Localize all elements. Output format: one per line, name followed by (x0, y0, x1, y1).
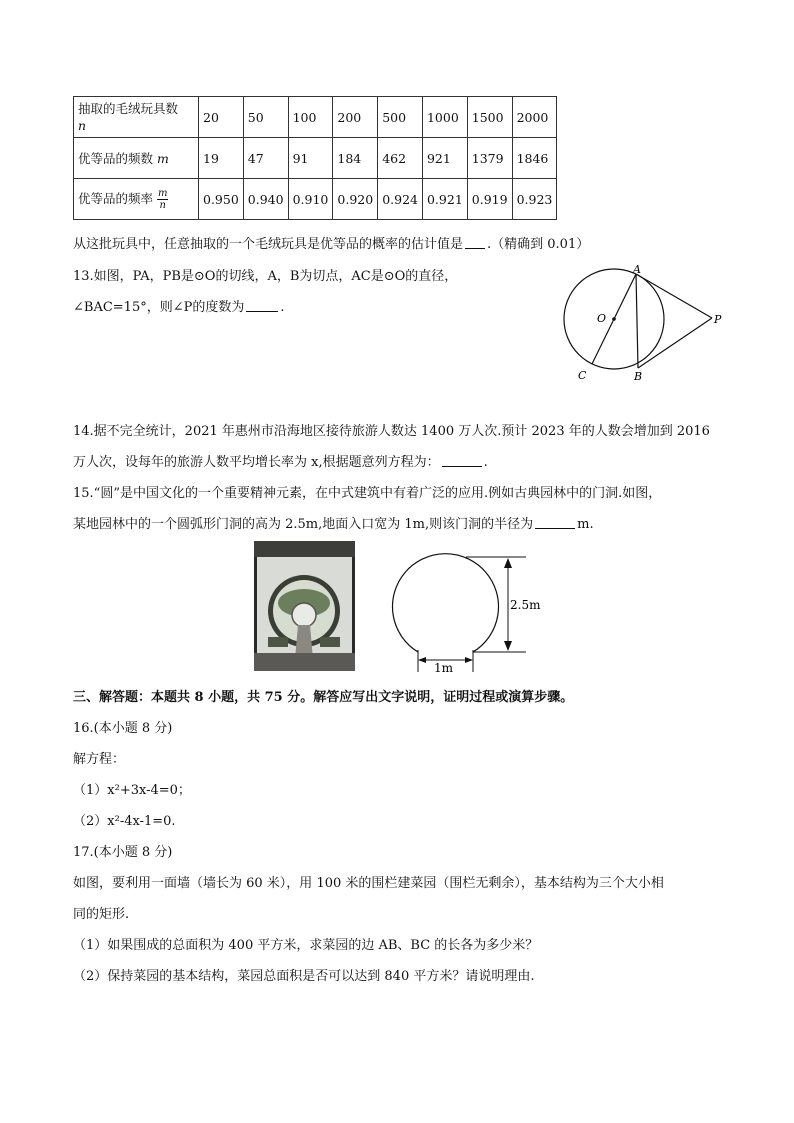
arrow-right-icon (465, 657, 473, 663)
fraction-denominator: n (159, 199, 166, 211)
q17-line2: 同的矩形. (73, 907, 130, 922)
q15-text: 某地园林中的一个圆弧形门洞的高为 2.5m,地面入口宽为 1m,则该门洞的半径为 (73, 517, 534, 532)
table-cell: 0.950 (199, 179, 244, 220)
q12-tail (73, 233, 589, 252)
chord-ab (636, 274, 638, 368)
width-label: 1m (434, 661, 454, 675)
tangent-circle-figure (555, 258, 735, 388)
table-cell: 1379 (467, 138, 512, 179)
garden-gate-photo (254, 541, 355, 671)
section-heading: 三、解答题：本题共 8 小题，共 75 分。解答应写出文字说明，证明过程或演算步骤。 (73, 690, 574, 705)
table-cell: 100 (288, 97, 333, 138)
arch-door-diagram (388, 550, 558, 678)
table-cell: 47 (243, 138, 288, 179)
arrow-left-icon (418, 657, 426, 663)
table-row (74, 97, 557, 138)
q13-line2 (73, 296, 285, 315)
q17-part1: （1）如果围成的总面积为 400 平方米，求菜园的边 AB、BC 的长各为多少米？ (73, 938, 539, 953)
label-p: P (714, 313, 722, 326)
arrow-down-icon (504, 641, 512, 651)
row-header-var: m (157, 150, 169, 166)
row-header (74, 97, 199, 138)
answer-blank (442, 465, 482, 467)
table-cell: 0.940 (243, 179, 288, 220)
label-a: A (633, 263, 641, 276)
table-cell: 0.921 (422, 179, 467, 220)
tangent-pa (636, 274, 712, 318)
table-cell: 20 (199, 97, 244, 138)
label-c: C (578, 369, 587, 382)
table-cell: 200 (333, 97, 378, 138)
row-header-label: 优等品的频数 (78, 150, 154, 166)
table-cell: 0.910 (288, 179, 333, 220)
q14-line1: 14.据不完全统计，2021 年惠州市沿海地区接待旅游人数达 1400 万人次.预计 2023 年的人数会增加到 2016 (73, 424, 710, 439)
table-cell: 50 (243, 97, 288, 138)
table-row (74, 179, 557, 220)
arrow-up-icon (504, 558, 512, 568)
table-cell: 0.919 (467, 179, 512, 220)
table-cell: 1500 (467, 97, 512, 138)
center-dot (612, 317, 616, 321)
q17-part2: （2）保持菜园的基本结构，菜园总面积是否可以达到 840 平方米？请说明理由. (73, 969, 535, 984)
table-cell: 2000 (512, 97, 557, 138)
frequency-table (73, 96, 557, 220)
q14-line2 (73, 451, 488, 470)
table-cell: 500 (378, 97, 423, 138)
fraction-numerator: m (158, 187, 168, 199)
table-cell: 184 (333, 138, 378, 179)
q13-line1: 13.如图，PA，PB是⊙O的切线，A，B为切点，AC是⊙O的直径， (73, 269, 458, 284)
table-cell: 91 (288, 138, 333, 179)
table-cell: 0.920 (333, 179, 378, 220)
height-label: 2.5m (510, 598, 541, 612)
answer-blank (465, 247, 485, 249)
q15-line2 (73, 513, 594, 532)
q13-text-end: . (280, 300, 285, 315)
table-cell: 0.923 (512, 179, 557, 220)
q16-title: 16.(本小题 8 分) (73, 721, 173, 736)
q16-part2: （2）x²-4x-1=0. (73, 814, 176, 829)
tangent-pb (638, 318, 712, 368)
table-cell: 1846 (512, 138, 557, 179)
table-cell: 1000 (422, 97, 467, 138)
q15-text-end: m. (577, 517, 594, 532)
table-cell: 921 (422, 138, 467, 179)
q12-text: 从这批玩具中，任意抽取的一个毛绒玩具是优等品的概率的估计值是 (73, 237, 464, 252)
q14-text-end: . (483, 455, 488, 470)
q17-title: 17.(本小题 8 分) (73, 845, 173, 860)
table-row (74, 138, 557, 179)
label-b: B (634, 370, 643, 383)
row-header-label: 抽取的毛绒玩具数 (78, 101, 179, 116)
answer-blank (535, 527, 575, 529)
q16-prompt: 解方程： (73, 752, 126, 767)
row-header (74, 138, 199, 179)
arch-arc (393, 554, 499, 652)
answer-blank (246, 310, 278, 312)
row-header-var: n (78, 118, 87, 133)
label-o: O (597, 312, 607, 325)
q12-text-end: .（精确到 0.01） (487, 237, 590, 252)
q13-text: ∠BAC=15°，则∠P的度数为 (73, 300, 245, 315)
fraction (157, 188, 168, 211)
row-header-label: 优等品的频率 (78, 190, 154, 206)
q17-line1: 如图，要利用一面墙（墙长为 60 米），用 100 米的围栏建菜园（围栏无剩余），基本结构为三个大小相 (73, 876, 664, 891)
table-cell: 0.924 (378, 179, 423, 220)
table-cell: 462 (378, 138, 423, 179)
q14-text: 万人次，设每年的旅游人数平均增长率为 x,根据题意列方程为： (73, 455, 440, 470)
row-header (74, 179, 199, 220)
table-cell: 19 (199, 138, 244, 179)
q15-line1: 15.“圆”是中国文化的一个重要精神元素，在中式建筑中有着广泛的应用.例如古典园林中的门洞.如图， (73, 486, 662, 501)
q16-part1: （1）x²+3x-4=0； (73, 783, 191, 798)
